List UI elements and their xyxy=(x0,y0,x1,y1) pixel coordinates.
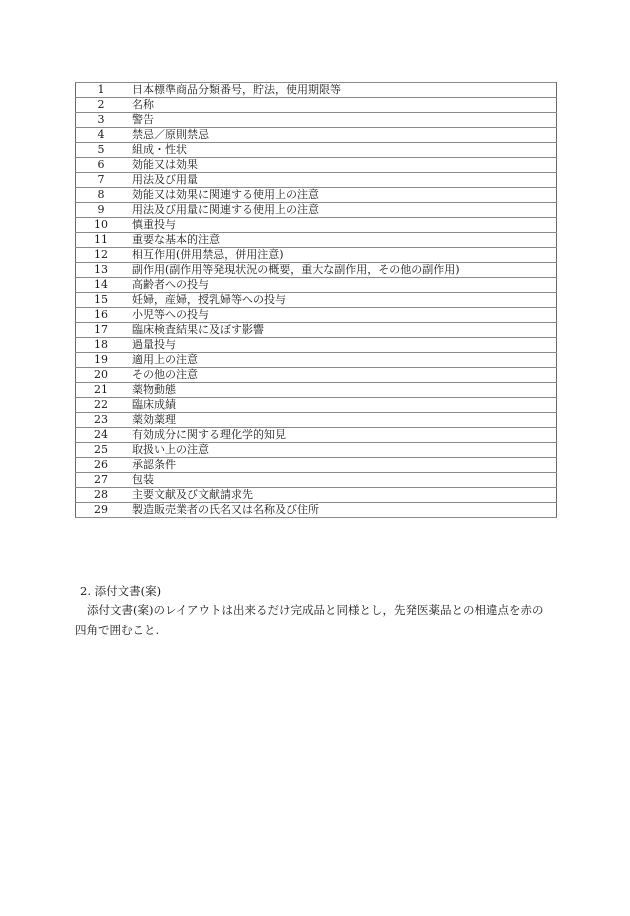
item-label: 重要な基本的注意 xyxy=(126,233,557,248)
section-paragraph: 添付文書(案)のレイアウトは出来るだけ完成品と同様とし，先発医薬品との相違点を赤の四角で囲むこと. xyxy=(75,603,544,637)
table-row xyxy=(76,443,557,458)
table-row xyxy=(76,503,557,518)
item-number: 27 xyxy=(76,473,127,488)
item-number: 12 xyxy=(76,248,127,263)
item-label: 警告 xyxy=(126,113,557,128)
item-label: 組成・性状 xyxy=(126,143,557,158)
item-label: 効能又は効果に関連する使用上の注意 xyxy=(126,188,557,203)
item-number: 19 xyxy=(76,353,127,368)
table-row xyxy=(76,368,557,383)
table-row xyxy=(76,308,557,323)
item-number: 11 xyxy=(76,233,127,248)
item-number: 8 xyxy=(76,188,127,203)
item-label: 小児等への投与 xyxy=(126,308,557,323)
item-number: 2 xyxy=(76,98,127,113)
table-row xyxy=(76,278,557,293)
item-number: 6 xyxy=(76,158,127,173)
table-row xyxy=(76,233,557,248)
item-label: 相互作用(併用禁忌，併用注意) xyxy=(126,248,557,263)
item-label: 慎重投与 xyxy=(126,218,557,233)
item-number: 14 xyxy=(76,278,127,293)
section-heading: 2. 添付文書(案) xyxy=(80,584,162,598)
table-row xyxy=(76,188,557,203)
item-number: 22 xyxy=(76,398,127,413)
table-row xyxy=(76,158,557,173)
item-number: 5 xyxy=(76,143,127,158)
item-label: 妊婦，産婦，授乳婦等への投与 xyxy=(126,293,557,308)
table-row xyxy=(76,473,557,488)
item-number: 21 xyxy=(76,383,127,398)
item-label: 臨床成績 xyxy=(126,398,557,413)
table-row xyxy=(76,83,557,98)
item-number: 24 xyxy=(76,428,127,443)
item-label: 高齢者への投与 xyxy=(126,278,557,293)
table-row xyxy=(76,128,557,143)
table-row xyxy=(76,173,557,188)
item-label: その他の注意 xyxy=(126,368,557,383)
table-row xyxy=(76,113,557,128)
table-row xyxy=(76,293,557,308)
item-number: 20 xyxy=(76,368,127,383)
item-label: 製造販売業者の氏名又は名称及び住所 xyxy=(126,503,557,518)
item-label: 臨床検査結果に及ぼす影響 xyxy=(126,323,557,338)
item-label: 効能又は効果 xyxy=(126,158,557,173)
item-label: 適用上の注意 xyxy=(126,353,557,368)
item-number: 28 xyxy=(76,488,127,503)
item-number: 10 xyxy=(76,218,127,233)
item-label: 用法及び用量 xyxy=(126,173,557,188)
table-row xyxy=(76,383,557,398)
table-row xyxy=(76,398,557,413)
item-label: 取扱い上の注意 xyxy=(126,443,557,458)
item-label: 用法及び用量に関連する使用上の注意 xyxy=(126,203,557,218)
item-number: 1 xyxy=(76,83,127,98)
table-row xyxy=(76,413,557,428)
item-label: 薬物動態 xyxy=(126,383,557,398)
item-number: 25 xyxy=(76,443,127,458)
item-label: 日本標準商品分類番号，貯法，使用期限等 xyxy=(126,83,557,98)
table-row xyxy=(76,488,557,503)
item-label: 包装 xyxy=(126,473,557,488)
item-label: 過量投与 xyxy=(126,338,557,353)
table-row xyxy=(76,203,557,218)
item-label: 禁忌／原則禁忌 xyxy=(126,128,557,143)
table-row xyxy=(76,323,557,338)
table-row xyxy=(76,263,557,278)
item-number: 17 xyxy=(76,323,127,338)
item-label: 承認条件 xyxy=(126,458,557,473)
item-number: 23 xyxy=(76,413,127,428)
table-row xyxy=(76,98,557,113)
item-number: 26 xyxy=(76,458,127,473)
table-row xyxy=(76,248,557,263)
item-label: 薬効薬理 xyxy=(126,413,557,428)
item-number: 7 xyxy=(76,173,127,188)
item-number: 29 xyxy=(76,503,127,518)
table-row xyxy=(76,143,557,158)
item-number: 15 xyxy=(76,293,127,308)
table-row xyxy=(76,218,557,233)
item-number: 16 xyxy=(76,308,127,323)
table-row xyxy=(76,353,557,368)
item-number: 4 xyxy=(76,128,127,143)
item-number: 3 xyxy=(76,113,127,128)
item-label: 副作用(副作用等発現状況の概要，重大な副作用，その他の副作用) xyxy=(126,263,557,278)
item-number: 13 xyxy=(76,263,127,278)
table-row xyxy=(76,428,557,443)
item-label: 主要文献及び文献請求先 xyxy=(126,488,557,503)
item-number: 18 xyxy=(76,338,127,353)
item-label: 有効成分に関する理化学的知見 xyxy=(126,428,557,443)
package-insert-items-table xyxy=(75,82,557,518)
item-label: 名称 xyxy=(126,98,557,113)
item-number: 9 xyxy=(76,203,127,218)
table-row xyxy=(76,458,557,473)
table-row xyxy=(76,338,557,353)
